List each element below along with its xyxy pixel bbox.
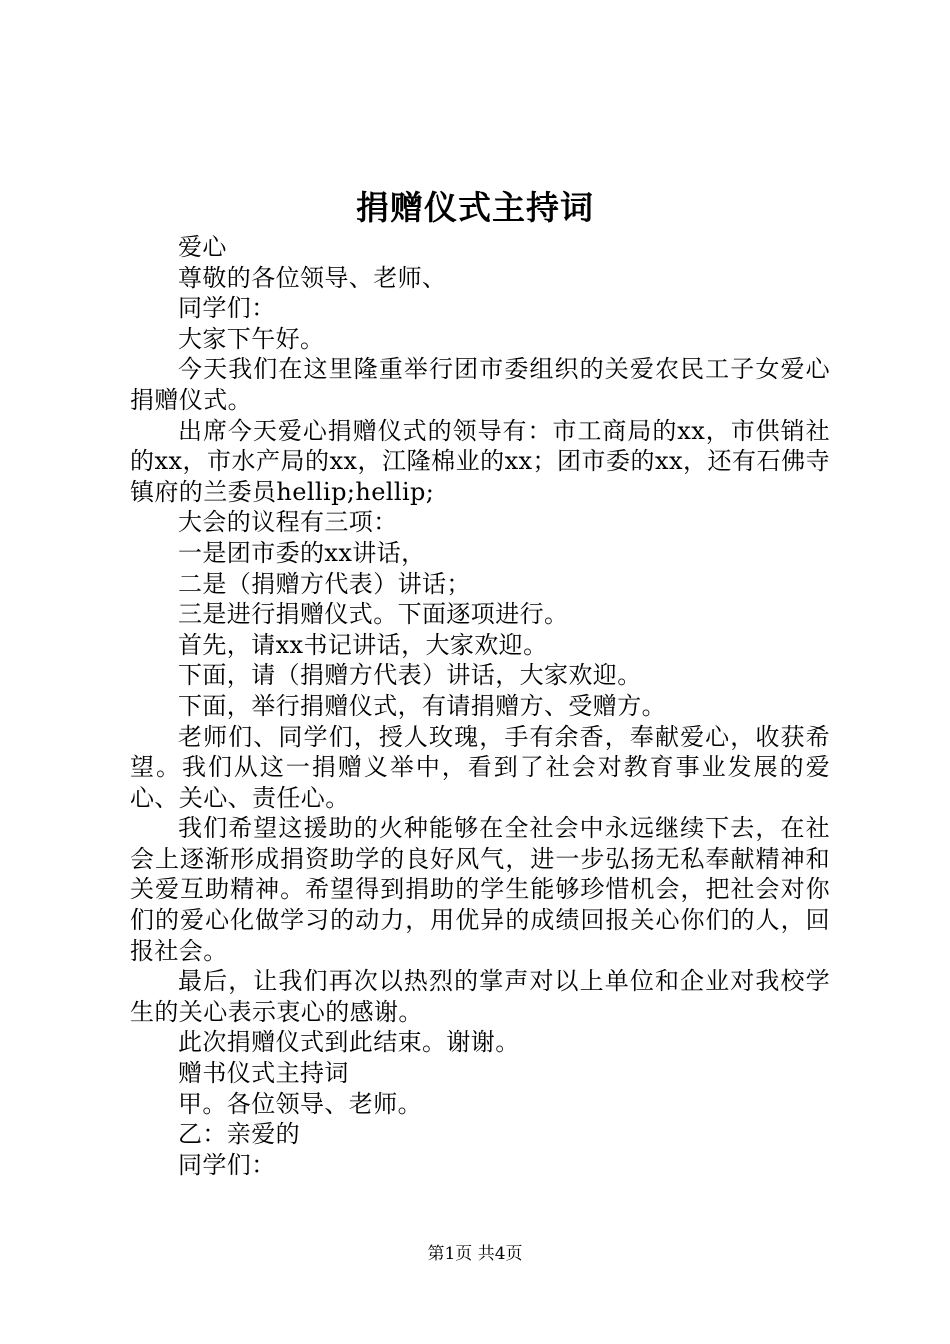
paragraph: 一是团市委的xx讲话， [178,538,426,567]
paragraph: 同学们： [178,294,276,323]
paragraph: 最后，让我们再次以热烈的掌声对以上单位和企业对我校学生的关心表示衷心的感谢。 [130,967,830,1026]
paragraph: 二是（捐赠方代表）讲话； [178,569,471,598]
paragraph: 甲。各位领导、老师。 [178,1089,422,1118]
paragraph: 爱心 [178,233,227,261]
paragraph: 三是进行捐赠仪式。下面逐项进行。 [178,600,569,629]
paragraph: 老师们、同学们，授人玫瑰，手有余香，奉献爱心，收获希望。我们从这一捐赠义举中，看到了社会对教育事业发展的爱心、关心、责任心。 [130,722,830,812]
document-body [130,232,830,1180]
paragraph: 此次捐赠仪式到此结束。谢谢。 [178,1028,520,1057]
paragraph: 我们希望这援助的火种能够在全社会中永远继续下去，在社会上逐渐形成捐资助学的良好风气，进一步弘扬无私奉献精神和关爱互助精神。希望得到捐助的学生能够珍惜机会，把社会对你们的爱心化做学习的动力，用优异的成绩回报关心你们的人，回报社会。 [130,814,830,965]
paragraph: 尊敬的各位领导、老师、 [178,263,447,292]
paragraph: 下面，请（捐赠方代表）讲话，大家欢迎。 [178,661,642,690]
paragraph: 首先，请xx书记讲话，大家欢迎。 [178,630,548,659]
paragraph: 大会的议程有三项： [178,508,398,537]
paragraph: 出席今天爱心捐赠仪式的领导有：市工商局的xx，市供销社的xx，市水产局的xx，江隆棉业的xx；团市委的xx，还有石佛寺镇府的兰委员hellip;hellip; [130,416,830,506]
paragraph: 下面，举行捐赠仪式，有请捐赠方、受赠方。 [178,691,666,720]
paragraph: 同学们： [178,1150,276,1179]
document-title: 捐赠仪式主持词 [356,188,594,227]
page-number-footer: 第1页 共4页 [427,1244,523,1264]
paragraph: 赠书仪式主持词 [178,1059,349,1088]
paragraph: 今天我们在这里隆重举行团市委组织的关爱农民工子女爱心捐赠仪式。 [130,355,830,414]
paragraph: 乙：亲爱的 [178,1120,300,1149]
paragraph: 大家下午好。 [178,324,325,353]
